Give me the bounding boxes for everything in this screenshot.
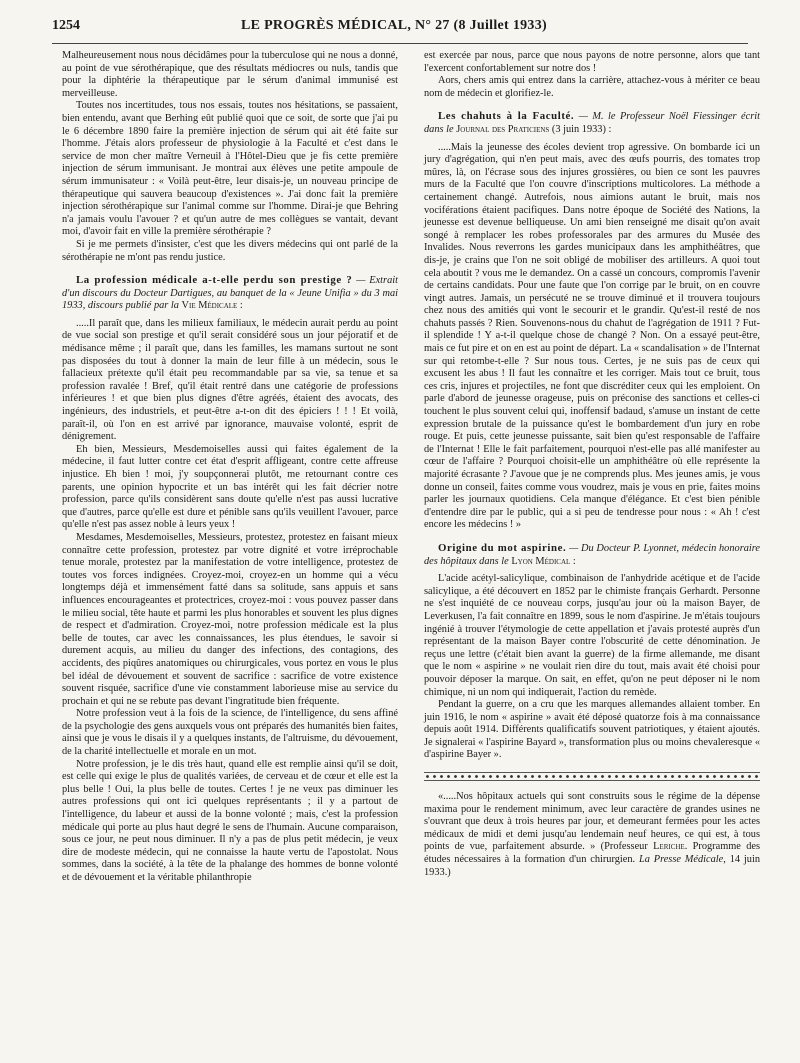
quote-journal: La Presse Médicale xyxy=(638,854,724,866)
paragraph: Pendant la guerre, on a cru que les marques allemandes allaient tomber. En juin 1916, le nom « aspirine » avait été déposé quatorze fois à ma connaissance depuis août 1914. Différents qualificatifs souvent patriotiques, y étaient ajoutés. Je signalerai « l'aspirine Bayard », transformation plus ou moins chevaleresque « d'aspirine Bayer ». xyxy=(424,699,760,761)
article-title: Origine du mot aspirine. xyxy=(438,541,567,554)
article-source-end: (3 juin 1933) : xyxy=(549,123,612,135)
journal-title: LE PROGRÈS MÉDICAL, N° 27 (8 Juillet 1933) xyxy=(241,18,547,33)
spacer xyxy=(424,532,760,542)
article-heading-chahuts xyxy=(424,110,760,136)
paragraph: .....Mais la jeunesse des écoles devient trop agressive. On bombarde ici un jury d'agrégation, qui n'en peut mais, avec des œufs pourris, des tomates trop mûres, là, on l'écrase sous des injures grossières, ou bien ce sont les pauvres murs de la Faculté que l'on couvre d'inscriptions multicolores. La méthode a certainement changé. Autrefois, nous aimions autant le bruit, mais nos vociférations étaient pacifiques. Dans notre époque de Société des Nations, la jeunesse est devenue belliqueuse. Un ami bien renseigné me disait qu'on avait songé à remplacer les robes professorales par des armures du Musée des Invalides. Nous reverrons les gardes municipaux dans les amphithéâtres, que dis-je, je crains que l'on ne soit obligé de mobiliser des artilleurs. A quoi tout cela aboutit ? vous me le demandez. On a cassé un concours, compromis l'avenir de certains candidats. Pour une faute que l'on corrige par le bruit, on en couvre vingt autres. Jamais, un persécuté ne se trouve diminué et il trouvera toujours chez nous des amitiés qui vont le secourir et le grandir. Qu'est-il resté de nos chahuts passés ? Rien. Souvenons-nous du chahut de l'agrégation de 1911 ? Fut-il splendide ! Y a-t-il quelque chose de changé ? Non. On a essayé peut-être, mais ce fut pire et on en est au point de départ. La « scandalisation » de l'Internat sur qui retombe-t-elle ? Sur nous tous. Certes, je ne suis pas de ceux qui excusent les abus ! Il faut les connaître et les corriger. Mais tout ce bruit, tous ces cris, injures et projectiles, ne font que discréditer ceux qui les emploient. On parle d'abord de jeunesse orageuse, puis on préconise des sanctions et celles-ci touchent le plus souvent celui qui, inoffensif badaud, s'amuse un instant de cette expression brutale de la puissance qu'est le bombardement d'un jury en robe rouge. Et puis, cette jeunesse puissante, sait bien qu'est responsable de l'affaire de l'Internat ! Elle le fait parfaitement, pourquoi n'est-elle pas allé manifester au cœur de l'affaire ? Pourquoi choisit-elle un amphithéâtre où elle représente la majorité écrasante ? J'avoue que je ne comprends plus. Mes jeunes amis, je vous donne un conseil, faites comme vous voudrez, mais je vous en prie, faites moins parler les journaux quotidiens. Cela manque d'élégance. Et c'est bien pénible d'entendre dire par le public, qui a si peu de tendresse pour nous : « Ah ! c'est encore les médecins ! » xyxy=(424,141,760,531)
quote-text-mid: . Programme des études nécessaires à la formation d'un chirurgien. xyxy=(424,841,760,866)
paragraph: .....Il paraît que, dans les milieux familiaux, le médecin aurait perdu au point de vue social son prestige et qu'il serait considéré sous un jour péjoratif et de médisance même ; il paraît que, dans les familles, les mamans surtout ne sont pas disposées du tout à donner la main de leur fille à un médecin, sous le fallacieux prétexte qu'il était peu recommandable par sa vie, sa tenue et sa profession ravalée ! Bref, qu'il était rentré dans une catégorie de professions inférieures ! et que bien plus dignes d'être agréés, étaient des avocats, des ingénieurs, des industriels, et peut-être a-t-on dit des épiciers ! ! ! Et voilà, paraît-il, où l'on en est arrivé par ignorance, mauvaise volonté, esprit de dénigrement. xyxy=(62,317,398,443)
spacer xyxy=(424,100,760,110)
paragraph: est exercée par nous, parce que nous payons de notre personne, alors que tant l'exercent confortablement sur notre dos ! xyxy=(424,50,760,74)
page-number: 1254 xyxy=(52,18,80,33)
article-source: — Du Docteur P. Lyonnet, médecin honoraire des hôpitaux dans le xyxy=(424,542,760,567)
quote-paragraph xyxy=(424,791,760,879)
right-column xyxy=(424,50,760,879)
paragraph: Notre profession, je le dis très haut, quand elle est remplie ainsi qu'il se doit, est celle qui exige le plus de qualités variées, de cerveau et de cœur et elle est la plus belle ! Oui, la plus belle de toutes. Certes ! je ne veux pas diminuer les autres professions qui ont ici quelques représentants ; il y a partout de l'intelligence, du labeur et aussi de la bonne volonté ; mais, c'est la profession médicale qui porte au plus haut degré le sens de l'humain. Aucune comparaison, sous ce jour, ne peut nous diminuer. Il n'y a pas de plus petit médecin, je veux dire de modeste médecin, qui ne connaisse la haute vertu de l'apostolat. Nous sommes, dans la société, à la tête de la phalange des hommes de bonne volonté et de dévouement et la véritable philanthropie xyxy=(62,758,398,883)
article-title: Les chahuts à la Faculté. xyxy=(438,110,575,123)
article-journal: Lyon Médical xyxy=(511,555,571,567)
ornamental-divider xyxy=(424,772,760,781)
article-source-end: : xyxy=(237,300,243,312)
paragraph: Eh bien, Messieurs, Mesdemoiselles aussi qui faites également de la médecine, il faut lutter contre cet état d'esprit affligeant, contre cette affreuse injustice. Eh bien ! moi, j'y soupçonnerai plutôt, me retournant contre ces parents, une opinion hypocrite et un bas intérêt qui les fait décrier notre profession, parce qu'ils considèrent sans doute qu'elle n'est pas aussi lucrative que d'autres, parce qu'elle est dure et pénible sans qu'ils veuillent l'avouer, parce qu'elle n'est pas assez noble à leurs yeux ! xyxy=(62,443,398,531)
paragraph: Aors, chers amis qui entrez dans la carrière, attachez-vous à mériter ce beau nom de médecin et glorifiez-le. xyxy=(424,75,760,99)
page-header xyxy=(52,18,748,44)
ornament-pattern xyxy=(424,774,760,779)
article-heading-aspirine xyxy=(424,542,760,568)
paragraph: Si je me permets d'insister, c'est que les divers médecins qui ont parlé de la sérothérapie ne m'ont pas rendu justice. xyxy=(62,238,398,263)
quote-text-end: , 14 juin 1933.) xyxy=(424,854,760,878)
quote-author: Leriche xyxy=(653,841,685,853)
spacer xyxy=(62,264,398,274)
paragraph: Toutes nos incertitudes, tous nos essais, toutes nos hésitations, se passaient, bien entendu, avant que Berhing eût publié quoi que ce soit, de sorte que j'ai pu le 6 décembre 1890 faire la première injection de sérum qui ait été faite sur l'homme. J'étais alors professeur de physiologie à la Faculté et c'est dans le service de mon cher maître Verneuil à l'Hôtel-Dieu que je fis cette première injection de sérum immunisant. Je montrai aux élèves une petite ampoule de sérum immunisateur : « Voilà peut-être, leur disais-je, un nouveau principe de thérapeutique qui sauvera beaucoup d'existences ». J'ai donc fait la première injection sérothérapique sur l'animal comme sur l'homme. Dirai-je que Behring n'a jamais voulu l'avouer ? et qu'un autre de mes collègues se vantait, devant moi, d'avoir fait en ville la première sérothérapie ? xyxy=(62,100,398,238)
paragraph: Malheureusement nous nous décidâmes pour la tuberculose qui ne nous a donné, au point de vue sérothérapique, que des résultats médiocres ou nuls, tandis que pour la diphtérie la thérapeutique par le sérum d'animal immunisé est merveilleuse. xyxy=(62,50,398,99)
article-source-end: : xyxy=(570,555,576,567)
left-column xyxy=(62,50,398,885)
article-source: — Extrait d'un discours du Docteur Dartigues, au banquet de la « Jeune Unifia » du 3 mai 1933, discours publié par la xyxy=(62,275,398,312)
article-source: — M. le Professeur Noël Fiessinger écrit dans le xyxy=(424,111,760,135)
quote-text: «.....Nos hôpitaux actuels qui sont construits sous le régime de la dépense maxima pour le rendement minimum, avec leur caractère de grandes usines ne s'ouvrant que deux à trois heures par jour, et demeurant fermées pour les actes médicaux de midi et demi jusqu'au lendemain neuf heures, ce qui est, à tous points de vue, parfaitement absurde. » (Professeur xyxy=(424,791,760,853)
paragraph: Mesdames, Mesdemoiselles, Messieurs, protestez, protestez en faisant mieux connaître cette profession, protestez par votre dignité et votre irréprochable tenue morale, protestez par la manifestation de votre intelligence, protestez de toutes vos forces indignées. Croyez-moi, croyez-en un homme qui a vécu longtemps déjà et immensément fatté dans sa solitude, sans appuis et sans influences encourageantes et protectrices, croyez-moi : vous pouvez passer dans le milieu social, tête haute et parmi les plus honorables et souvent les plus dignes de respect et d'admiration. Croyez-moi, notre profession médicale est la plus belle de toutes, car avec les connaissances, les plus étendues, le savoir si durement acquis, au milieu du danger des infections, des contagions, des accidents, des piqûres anatomiques ou chirurgicales, vous portez en vous le plus bel idéal de dévouement et souvent de sacrifice : sacrifice de votre existence souvent risquée, sacrifice d'une vie constamment laborieuse mise au service du prochain et qui ne se rebute pas devant l'ingratitude bien fréquente. xyxy=(62,531,398,707)
article-journal: Journal des Praticiens xyxy=(456,123,550,135)
paragraph: Notre profession veut à la fois de la science, de l'intelligence, du sens affiné de la psychologie des gens auxquels vous ont préparés des humanités bien faites, ainsi que je vous le disais il y a quelques instants, de l'altruisme, du dévouement, de la charité intellectuelle et morale en un mot. xyxy=(62,708,398,758)
article-title: La profession médicale a-t-elle perdu son prestige ? xyxy=(76,274,353,287)
article-heading-prestige xyxy=(62,274,398,313)
article-journal: Vie Médicale xyxy=(181,300,238,312)
paragraph: L'acide acétyl-salicylique, combinaison de l'anhydride acétique et de l'acide salicylique, a été découvert en 1852 par le chimiste français Gerhardt. Personne ne s'est inquiété de ce nouveau corps, jusqu'au jour où la maison Bayer, de Leverkusen, l'a fait connaître en 1899, sous le nom d'aspirine. Je m'étais toujours ingénié à trouver l'étymologie de cette appellation et j'avais protesté auprès d'un représentant de la maison Bayer contre l'obscurité de cette dénomination. Je reçus une lettre (c'était bien avant la guerre) de la firme allemande, me disant que le nom « aspirine » ne voulait rien dire du tout, mais avait été choisi pour pouvoir déposer la marque. On sait, en effet, qu'on ne peut déposer ni le nom chimique, ni un nom qui indiquerait, l'action du remède. xyxy=(424,573,760,698)
